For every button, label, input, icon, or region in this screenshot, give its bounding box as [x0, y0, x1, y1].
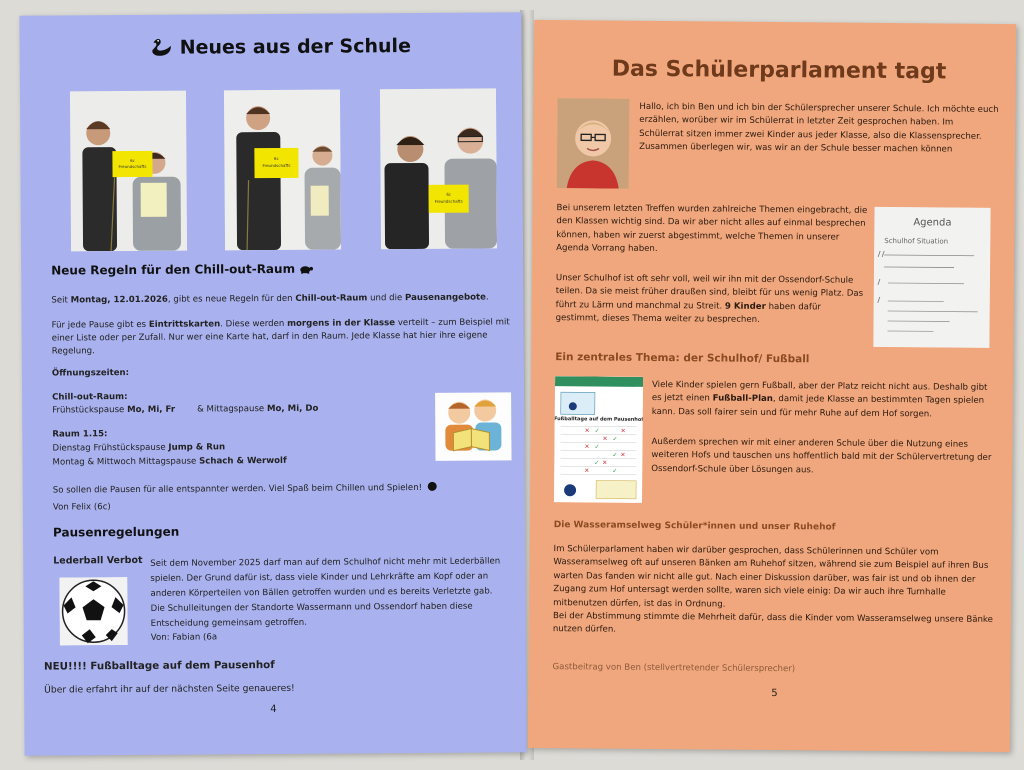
lederball-paragraph: Seit dem November 2025 darf man auf dem Schulhof nicht mehr mit Lederbällen spielen. Der Grund dafür ist, dass viele Kinder und Lehrkräfte am Kopf oder an anderen Körperteilen von Bällen getroffen wurden und es bereits Verletzte gab. Die Schulleitungen der Standorte Wassermann und Ossendorf haben diese Entscheidung gemeinsam getroffen.	[150, 556, 501, 629]
room-115-line-1: Dienstag Frühstückspause Jump & Run	[52, 442, 226, 454]
chill-out-heading: Neue Regeln für den Chill-out-Raum	[51, 262, 313, 278]
svg-text:✓: ✓	[612, 435, 618, 443]
svg-text:✕: ✕	[584, 467, 590, 475]
svg-text:✓: ✓	[594, 459, 600, 467]
guest-credit: Gastbeitrag von Ben (stellvertretender Schülersprecher)	[552, 662, 796, 675]
tickets-paragraph: Für jede Pause gibt es Eintrittskarten. Diese werden morgens in der Klasse verteilt – zum Beispiel mit einer Liste oder per Zufall. Nur wer eine Karte hat, darf in den Raum. Jede Klasse hat hier ihre eigene Regelung.	[51, 317, 510, 357]
intro-paragraph: Hallo, ich bin Ben und ich bin der Schülersprecher unserer Schule. Ich möchte euch erzählen, worüber wir im Schülerrat in letzter Zeit gesprochen haben. Im Schülerrat sitzen immer zwei Kinder aus jeder Klasse, also die Klassensprecher. Zusammen überlegen wir, was wir an der Schule besser machen können	[639, 101, 999, 155]
svg-text:✕: ✕	[602, 459, 608, 467]
black-circle-icon	[428, 482, 437, 491]
lederball-heading: Lederball Verbot	[53, 554, 143, 567]
football-plan-poster	[554, 376, 643, 503]
board-title: Agenda	[913, 217, 952, 229]
right-page-title: Das Schülerparlament tagt	[611, 56, 947, 85]
closing-line: So sollen die Pausen für alle entspannter werden. Viel Spaß beim Chillen und Spielen!	[53, 481, 513, 497]
wasseramselweg-paragraph: Im Schülerparlament haben wir darüber gesprochen, dass Schülerinnen und Schüler vom Wasseramselweg oft auf unseren Bänken am Ruhehof sitzen, während sie zum Beispiel auf ihren Bus warten Das fanden wir nicht alle gut. Nach einer Diskussion darüber, was fair ist und ob ihnen der Zugang zum Hof untersagt werden sollte, waren sich viele einig: Da wir auch ihre Turnhalle mitbenutzen dürfen, ist das in Ordnung.	[553, 544, 989, 610]
svg-text:✕: ✕	[620, 427, 626, 435]
room-115-heading: Raum 1.15:	[52, 429, 108, 440]
other-school-paragraph: Außerdem sprechen wir mit einer anderen Schule über die Nutzung eines weiteren Hofs und tauschen uns hoffentlich bald mit der Schülervertretung der Ossendorf-Schule über Lösungen aus.	[651, 436, 992, 476]
schoolyard-paragraph: Unser Schulhof ist oft sehr voll, weil wir ihn mit der Ossendorf-Schule teilen. Da sie meist früher draußen sind, bleibt für uns wenig Platz. Das führt zu Lärm und manchmal zu Streit. 9 Kinder haben dafür gestimmt, dieses Thema weiter zu besprechen.	[555, 273, 864, 326]
svg-text:Freundschafts: Freundschafts	[262, 162, 291, 169]
svg-text:Freundschafts: Freundschafts	[118, 163, 147, 170]
svg-text:✓: ✓	[594, 427, 600, 435]
soccer-ball-image	[59, 577, 127, 645]
fussballtage-teaser: Über die erfahrt ihr auf der nächsten Seite genaueres!	[44, 682, 295, 696]
left-page-title	[150, 35, 411, 59]
photo-3	[380, 88, 497, 249]
vote-paragraph: Bei der Abstimmung stimmte die Mehrheit dafür, dass die Kinder vom Wasseramselweg unsere Bänke nutzen dürfen.	[552, 611, 993, 636]
svg-text:✕: ✕	[620, 451, 626, 459]
svg-text:✓: ✓	[594, 443, 600, 451]
page-number-left: 4	[270, 703, 277, 716]
author-fabian: Von: Fabian (6a	[150, 632, 218, 643]
swan-icon	[150, 37, 174, 57]
board-line-1: Schulhof Situation	[884, 236, 949, 246]
chill-room-heading: Chill-out-Raum:	[52, 392, 128, 403]
left-title-text: Neues aus der Schule	[179, 35, 411, 59]
svg-text:✕: ✕	[584, 443, 590, 451]
pausenregelungen-heading: Pausenregelungen	[52, 524, 180, 540]
chill-room-times: Frühstückspause Mo, Mi, Fr & Mittagspause Mo, Mi, Do	[52, 403, 319, 416]
ben-portrait	[557, 98, 630, 189]
fussballtage-heading: NEU!!!! Fußballtage auf dem Pausenhof	[43, 658, 275, 673]
plan-title: Fußballtage auf dem Pausenhof	[553, 416, 644, 423]
svg-text:✕: ✕	[602, 435, 608, 443]
meeting-paragraph: Bei unserem letzten Treffen wurden zahlreiche Themen eingebracht, die den Klassen wichtig sind. Da wir aber nicht alles auf einmal besprechen können, haben wir zuerst abgestimmt, welche Themen in unserer Agenda Vorrang haben.	[556, 203, 868, 255]
football-plan-paragraph: Viele Kinder spielen gern Fußball, aber der Platz reicht nicht aus. Deshalb gibt es jetzt einen Fußball-Plan, damit jede Klasse an bestimmten Tagen spielen kann. Das soll fairer sein und für mehr Ruhe auf dem Hof sorgen.	[651, 379, 988, 420]
reading-kids-clipart	[435, 392, 511, 461]
page-number-right: 5	[771, 688, 778, 700]
svg-text:6c: 6c	[446, 191, 452, 197]
schoolyard-heading: Ein zentrales Thema: der Schulhof/ Fußball	[555, 351, 810, 366]
opening-heading: Öffnungszeiten:	[51, 368, 130, 379]
photo-1	[70, 91, 187, 252]
wasseramselweg-heading: Die Wasseramselweg Schüler*innen und unser Ruhehof	[553, 520, 836, 533]
chill-intro-paragraph: Seit Montag, 12.01.2026, gibt es neue Regeln für den Chill-out-Raum und die Pausenangebote.	[51, 292, 489, 306]
svg-text:6c: 6c	[274, 155, 279, 161]
room-115-line-2: Montag & Mittwoch Mittagspause Schach & Werwolf	[52, 455, 287, 468]
svg-text:6c: 6c	[130, 157, 135, 163]
svg-text:✕: ✕	[584, 427, 590, 435]
page-left	[19, 12, 526, 755]
agenda-whiteboard-photo	[873, 207, 990, 348]
svg-text:✓: ✓	[612, 467, 618, 475]
turtle-icon	[299, 264, 313, 274]
page-right	[528, 20, 1016, 752]
svg-text:✓: ✓	[612, 451, 618, 459]
svg-text:Freundschafts: Freundschafts	[434, 198, 463, 204]
author-felix: Von Felix (6c)	[52, 502, 111, 513]
photo-2	[224, 90, 341, 251]
